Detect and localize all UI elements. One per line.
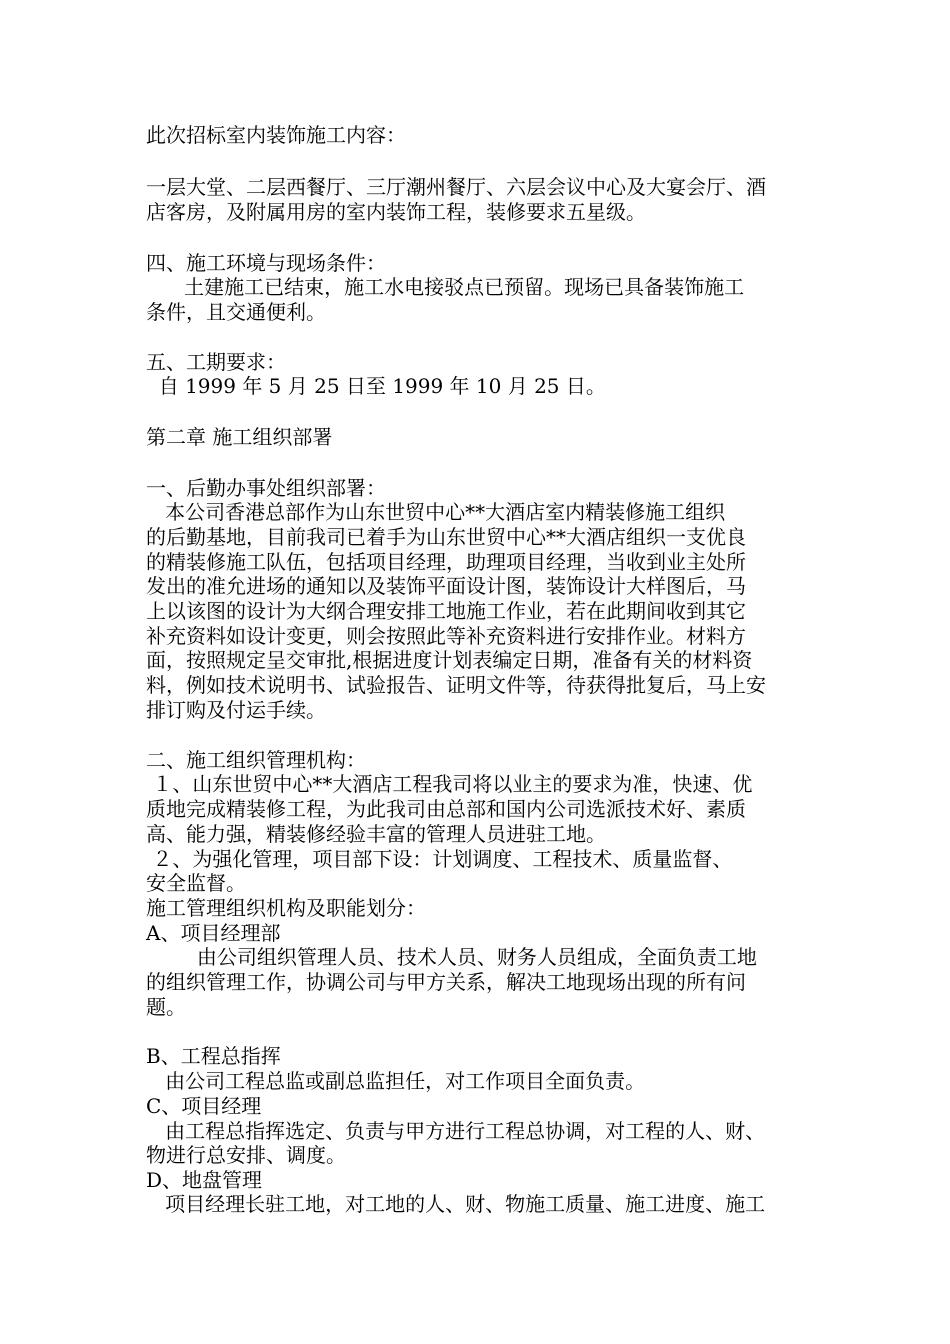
text-line: 质地完成精装修工程，为此我司由总部和国内公司选派技术好、素质 [146, 797, 746, 821]
text-line: 项目经理长驻工地，对工地的人、财、物施工质量、施工进度、施工 [146, 1192, 766, 1216]
text-line: 料，例如技术说明书、试验报告、证明文件等，待获得批复后，马上安 [146, 673, 766, 697]
subsection-heading: D、地盘管理 [146, 1168, 263, 1192]
text-line: 此次招标室内装饰施工内容： [146, 123, 406, 147]
text-line: 本公司香港总部作为山东世贸中心**大酒店室内精装修施工组织 [146, 500, 726, 524]
text-line: 由公司组织管理人员、技术人员、财务人员组成，全面负责工地 [146, 945, 757, 969]
text-line: 土建施工已结束，施工水电接驳点已预留。现场已具备装饰施工 [146, 275, 745, 299]
text-line: 面，按照规定呈交审批,根据进度计划表编定日期，准备有关的材料资 [146, 648, 753, 672]
text-line: 补充资料如设计变更，则会按照此等补充资料进行安排作业。材料方 [146, 624, 746, 648]
section-heading: 二、施工组织管理机构： [146, 748, 366, 772]
section-heading: 一、后勤办事处组织部署： [146, 476, 386, 500]
text-line: 发出的准允进场的通知以及装饰平面设计图，装饰设计大样图后，马 [146, 574, 746, 598]
text-line: 由工程总指挥选定、负责与甲方进行工程总协调，对工程的人、财、 [146, 1119, 766, 1143]
section-heading: 四、施工环境与现场条件： [146, 251, 386, 275]
chapter-heading: 第二章 施工组织部署 [146, 425, 333, 449]
section-heading: 五、工期要求： [146, 350, 286, 374]
text-line: 自 1999 年 5 月 25 日至 1999 年 10 月 25 日。 [146, 374, 606, 398]
subsection-heading: A、项目经理部 [146, 921, 281, 945]
text-line: 安全监督。 [146, 871, 246, 895]
subsection-heading: B、工程总指挥 [146, 1044, 281, 1068]
text-line: 条件，且交通便利。 [146, 300, 326, 324]
text-line: 上以该图的设计为大纲合理安排工地施工作业，若在此期间收到其它 [146, 599, 746, 623]
text-line: 物进行总安排、调度。 [146, 1143, 346, 1167]
text-line: 店客房，及附属用房的室内装饰工程，装修要求五星级。 [146, 200, 646, 224]
text-line: 题。 [146, 995, 186, 1019]
text-line: 一层大堂、二层西餐厅、三厅潮州餐厅、六层会议中心及大宴会厅、酒 [146, 175, 766, 199]
text-line: 排订购及付运手续。 [146, 698, 326, 722]
text-line: 高、能力强，精装修经验丰富的管理人员进驻工地。 [146, 822, 606, 846]
text-line: 的后勤基地，目前我司已着手为山东世贸中心**大酒店组织一支优良 [146, 525, 746, 549]
text-line: １、山东世贸中心**大酒店工程我司将以业主的要求为准，快速、优 [146, 772, 753, 796]
text-line: 的精装修施工队伍，包括项目经理，助理项目经理，当收到业主处所 [146, 550, 746, 574]
text-line: 施工管理组织机构及职能划分： [146, 896, 426, 920]
text-line: 由公司工程总监或副总监担任，对工作项目全面负责。 [146, 1069, 646, 1093]
text-line: ２、为强化管理，项目部下设：计划调度、工程技术、质量监督、 [146, 847, 733, 871]
subsection-heading: C、项目经理 [146, 1094, 262, 1118]
text-line: 的组织管理工作，协调公司与甲方关系，解决工地现场出现的所有问 [146, 970, 746, 994]
